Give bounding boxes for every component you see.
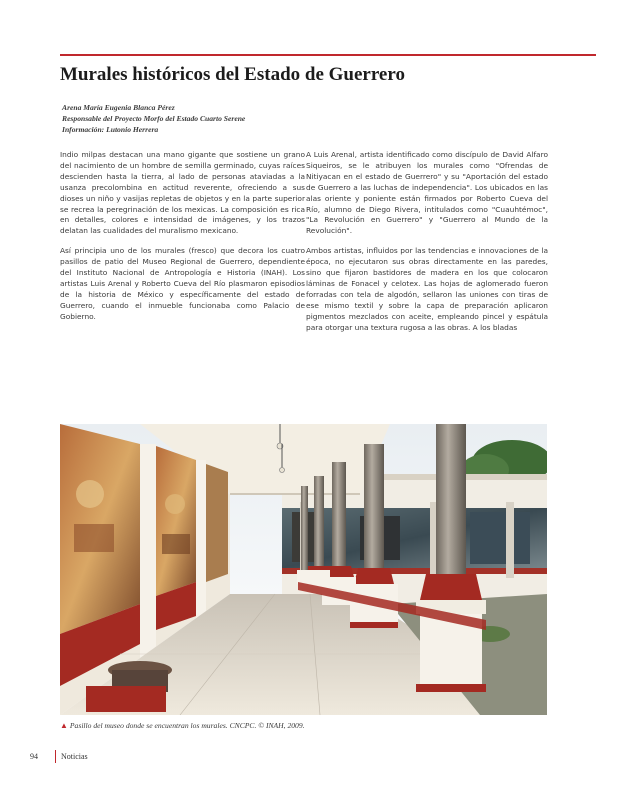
body-column-left	[60, 150, 305, 332]
article-title: Murales históricos del Estado de Guerrero	[60, 64, 405, 85]
section-name: Noticias	[61, 751, 88, 761]
caption-text: Pasillo del museo donde se encuentran los murales. CNCPC. © INAH, 2009.	[69, 721, 305, 730]
paragraph: Así principia uno de los murales (fresco) que decora los cuatro pasillos de patio del Museo Regional de Guerrero, dependiente del Instituto Nacional de Antropología e Historia (INAH). Los artistas Luis Arenal y Roberto Cueva del Río plasmaron episodios de la historia de México y específicamente del estado de Guerrero, cuando el inmueble funcionaba como Palacio de Gobierno.	[60, 246, 305, 321]
article-credits	[62, 102, 542, 135]
paragraph: Indio milpas destacan una mano gigante que sostiene un grano del nacimiento de un hombre de semilla germinado, cuyas raíces descienden hasta la tierra, al lado de personas ataviadas a la usanza precolombina en actitud reverente, ofreciendo a sus dioses un niño y vasijas repletas de objetos y en la parte superior se recrea la peregrinación de los mexicas. La composición es rica en detalles, colores e intensidad de imágenes, y los trazos delatan las cualidades del muralismo mexicano.	[60, 150, 305, 236]
body-column-right	[306, 150, 548, 343]
footer-divider	[55, 750, 56, 763]
museum-corridor-photo	[60, 424, 547, 715]
paragraph: A Luis Arenal, artista identificado como discípulo de David Alfaro Siqueiros, se le atribuyen los murales como "Ofrendas de Nitiyacan en el estado de Guerrero" y su "Aportación del estado de Guerrero a las luchas de independencia". Los ubicados en las alas oriente y poniente están firmados por Roberto Cueva del Río, alumno de Diego Rivera, intitulados como "Cuauhtémoc", "La Revolución en Guerrero" y "Guerrero al Mundo de la Revolución".	[306, 150, 548, 236]
photo-caption	[60, 721, 547, 730]
corridor-illustration	[60, 424, 547, 715]
paragraph: Ambos artistas, influidos por las tendencias e innovaciones de la época, no ejecutaron sus obras directamente en las paredes, sino que fijaron bastidores de madera en los que colocaron láminas de Fonacel y celotex. Las hojas de aglomerado fueron forradas con tela de algodón, sellaron las uniones con tiras de ese mismo textil y sobre la capa de preparación aplicaron pigmentos mezclados con aceite, empleando pincel y espátula para otorgar una textura rugosa a las obras. A los bladas	[306, 246, 548, 332]
page-footer	[30, 749, 88, 763]
header-rule	[60, 54, 596, 56]
page-number: 94	[30, 751, 38, 761]
responsible-credit: Responsable del Proyecto Morfo del Estado Cuarto Serene	[62, 114, 246, 123]
author-credit: Arena María Eugenia Blanca Pérez	[62, 103, 175, 112]
information-credit: Información: Lutonio Herrera	[62, 125, 159, 134]
caption-triangle-icon: ▲	[60, 721, 68, 730]
